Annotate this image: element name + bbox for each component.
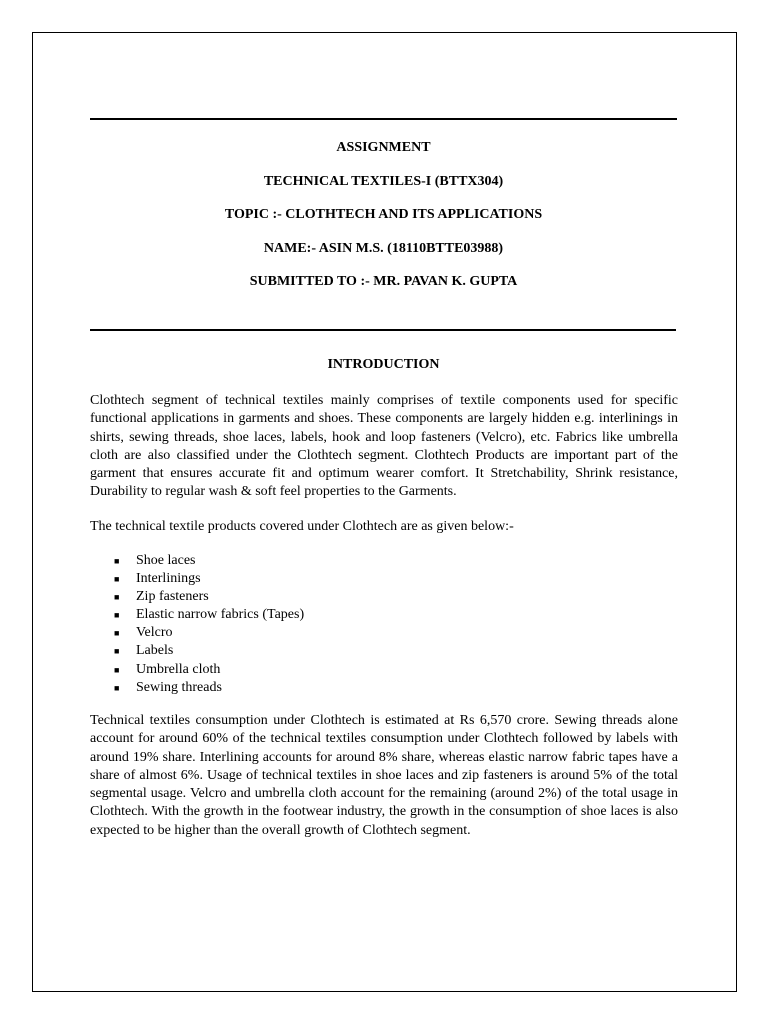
list-item: ■ Umbrella cloth <box>113 661 304 679</box>
list-item: ■ Elastic narrow fabrics (Tapes) <box>113 606 304 624</box>
consumption-paragraph: Technical textiles consumption under Clothtech is estimated at Rs 6,570 crore. Sewing threads alone account for around 60% of the technical textiles consumption under Clothtech followed by labels with around 19% share. Interlining accounts for around 8% share, whereas elastic narrow fabric tapes have a share of almost 6%. Usage of technical textiles in shoe laces and zip fasteners is around 5% of the total segmental usage. Velcro and umbrella cloth account for the remaining (around 2%) of the total usage in Clothtech. With the growth in the footwear industry, the growth in the consumption of shoe laces is also expected to be higher than the overall growth of Clothtech segment. <box>90 713 678 838</box>
bullet-square-icon: ■ <box>114 556 120 566</box>
list-item: ■ Labels <box>113 642 304 660</box>
list-item: ■ Interlinings <box>113 570 304 588</box>
bullet-square-icon: ■ <box>114 646 120 657</box>
assignment-title: ASSIGNMENT <box>336 140 431 155</box>
bullet-square-icon: ■ <box>114 682 120 693</box>
topic-line: TOPIC :- CLOTHTECH AND ITS APPLICATIONS <box>224 207 543 222</box>
bullet-square-icon: ■ <box>114 664 120 675</box>
course-title: TECHNICAL TEXTILES-I (BTTX304) <box>263 174 504 189</box>
list-item: ■ Sewing threads <box>113 679 304 697</box>
submitted-to-line: SUBMITTED TO :- MR. PAVAN K. GUPTA <box>249 274 518 289</box>
top-divider-rule <box>90 118 677 120</box>
bullet-square-icon: ■ <box>114 592 120 603</box>
list-item: ■ Shoe laces <box>113 552 304 570</box>
list-item: ■ Zip fasteners <box>113 588 304 606</box>
bullet-square-icon: ■ <box>114 574 120 585</box>
introduction-heading: INTRODUCTION <box>327 357 440 372</box>
product-list <box>113 552 304 697</box>
products-lead-sentence: The technical textile products covered under Clothtech are as given below:- <box>90 519 514 534</box>
bullet-square-icon: ■ <box>114 628 120 639</box>
student-name-line: NAME:- ASIN M.S. (18110BTTE03988) <box>263 241 504 256</box>
bullet-square-icon: ■ <box>114 610 120 621</box>
introduction-paragraph: Clothtech segment of technical textiles mainly comprises of textile components used for specific functional applications in garments and shoes. These components are largely hidden e.g. interlinings in shirts, sewing threads, shoe laces, labels, hook and loop fasteners (Velcro), etc. Fabrics like umbrella cloth are also classified under the Clothtech segment. Clothtech Products are important part of the garment that ensures accurate fit and optimum wearer comfort. It Stretchability, Shrink resistance, Durability to regular wash & soft feel properties to the Garments. <box>90 393 678 500</box>
list-item: ■ Velcro <box>113 624 304 642</box>
bottom-divider-rule <box>90 329 676 331</box>
